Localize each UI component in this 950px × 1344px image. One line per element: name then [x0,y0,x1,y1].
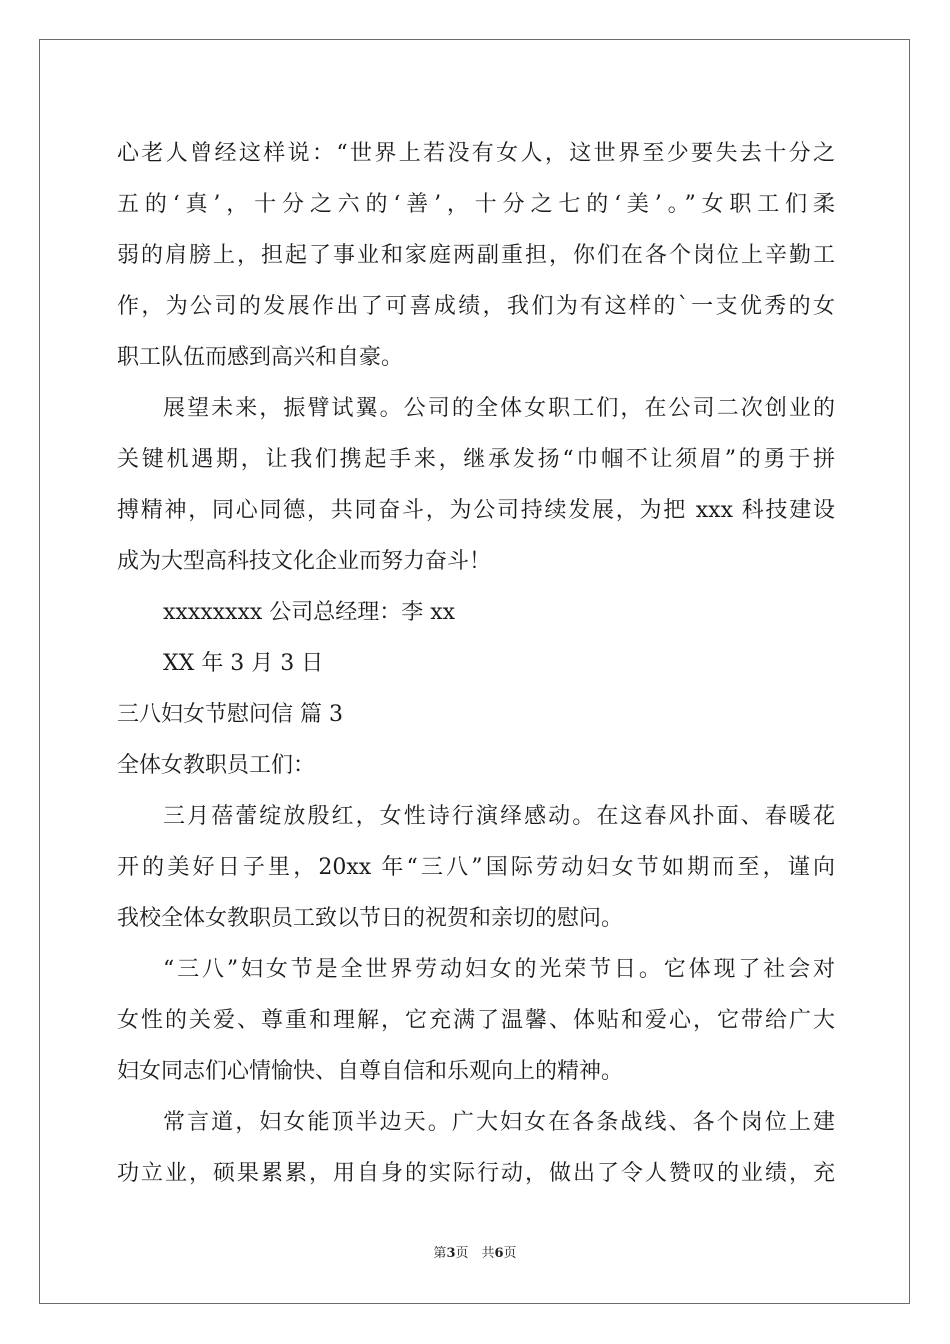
text-line: 展望未来，振臂试翼。公司的全体女职工们，在公司二次创业的 [163,396,835,421]
text-line: 三月蓓蕾绽放殷红，女性诗行演绎感动。在这春风扑面、春暖花 [163,804,835,829]
text-line: 五的‘真’，十分之六的‘善’，十分之七的‘美’。”女职工们柔 [117,192,835,217]
date-line: XX 年 3 月 3 日 [163,651,324,676]
text-line: 职工队伍而感到高兴和自豪。 [117,345,404,370]
text-line: 弱的肩膀上，担起了事业和家庭两副重担，你们在各个岗位上辛勤工 [117,243,835,268]
text-line: 关键机遇期，让我们携起手来，继承发扬“巾帼不让须眉”的勇于拼 [117,447,835,472]
page-prefix: 第 [433,1246,447,1261]
current-page-number: 3 [446,1246,456,1261]
text-line: “三八”妇女节是全世界劳动妇女的光荣节日。它体现了社会对 [163,957,835,982]
text-line: 作，为公司的发展作出了可喜成绩，我们为有这样的`一支优秀的女 [117,294,835,319]
section-heading: 三八妇女节慰问信 篇 3 [117,702,343,727]
text-line: 妇女同志们心情愉快、自尊自信和乐观向上的精神。 [117,1059,624,1084]
page-mid: 页 共 [455,1246,495,1261]
text-line: 搏精神，同心同德，共同奋斗，为公司持续发展，为把 xxx 科技建设 [117,498,835,523]
text-line: 开的美好日子里，20xx 年“三八”国际劳动妇女节如期而至，谨向 [117,855,835,880]
text-line: 成为大型高科技文化企业而努力奋斗！ [117,549,492,574]
document-body [117,128,835,1199]
page-suffix: 页 [503,1246,517,1261]
text-line: 女性的关爱、尊重和理解，它充满了温馨、体贴和爱心，它带给广大 [117,1008,835,1033]
text-line: 我校全体女教职员工致以节日的祝贺和亲切的慰问。 [117,906,624,931]
salutation: 全体女教职员工们： [117,753,316,778]
text-line: 心老人曾经这样说：“世界上若没有女人，这世界至少要失去十分之 [117,141,835,166]
text-line: 常言道，妇女能顶半边天。广大妇女在各条战线、各个岗位上建 [163,1110,835,1135]
text-line: 功立业，硕果累累，用自身的实际行动，做出了令人赞叹的业绩，充 [117,1161,835,1186]
signature-line: xxxxxxxx 公司总经理：李 xx [163,600,456,625]
page-footer [0,1245,950,1263]
total-page-number: 6 [494,1246,504,1261]
